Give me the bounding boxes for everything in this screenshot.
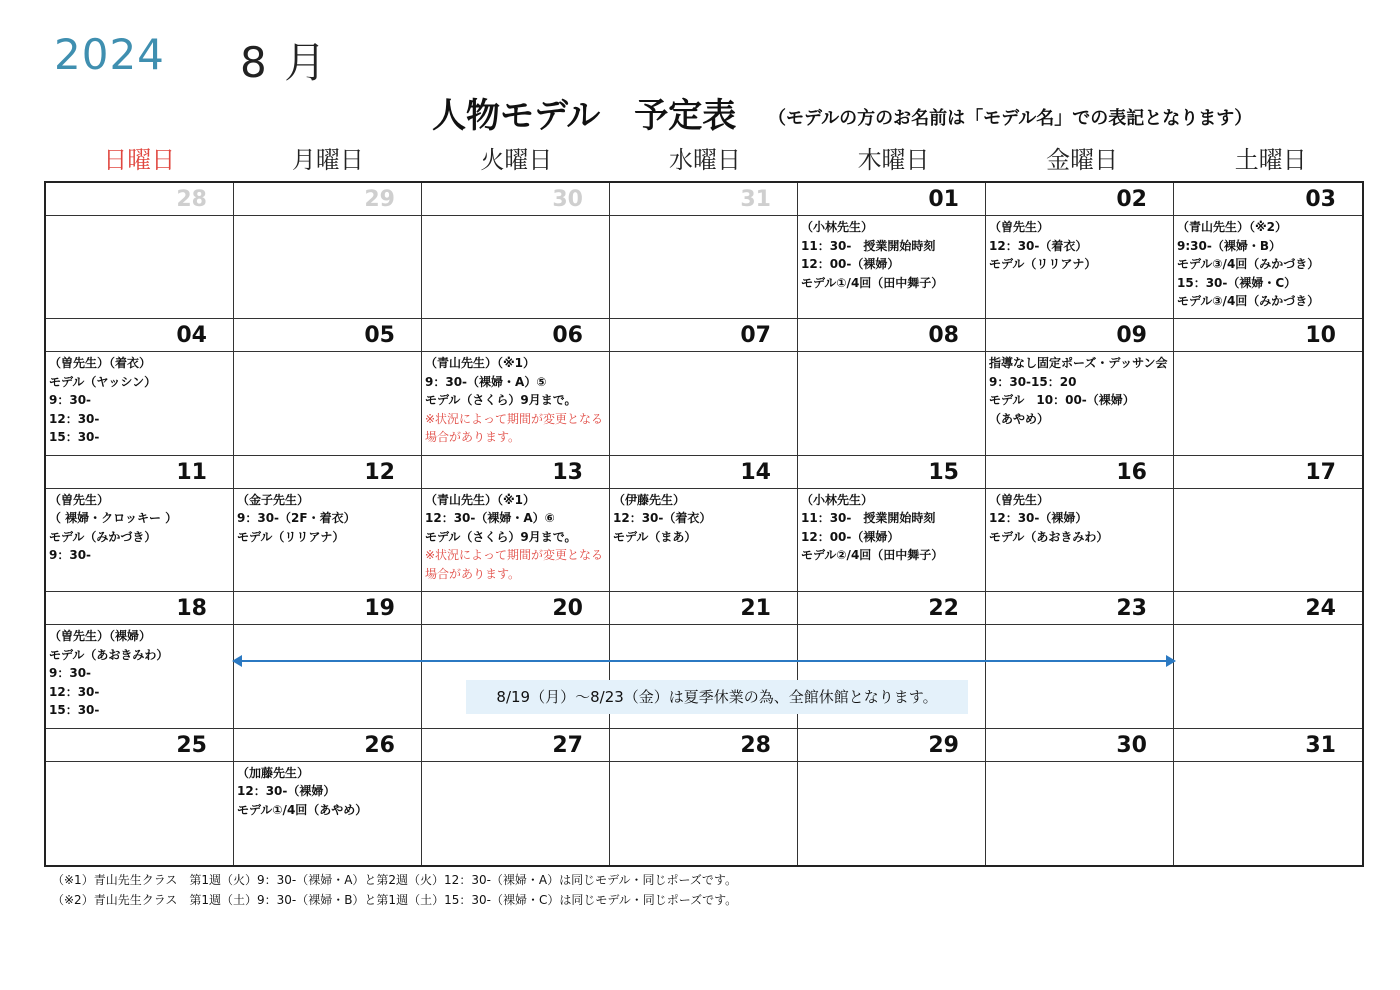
calendar-day-cell	[986, 183, 1174, 319]
day-notes	[986, 625, 1173, 627]
day-number: 20	[422, 592, 609, 625]
schedule-line: 15：30-	[49, 430, 100, 445]
schedule-warning-line: 場合があります。	[425, 566, 521, 581]
schedule-line: 12：00-（裸婦）	[801, 529, 900, 544]
schedule-line: 11：30- 授業開始時刻	[801, 511, 936, 526]
footnote-1: （※1）青山先生クラス 第1週（火）9：30-（裸婦・A）と第2週（火）12：30-（裸婦・A）は同じモデル・同じポーズです。	[52, 873, 737, 887]
weekday-sunday: 日曜日	[103, 146, 176, 174]
schedule-line: 12：30-（着衣）	[613, 511, 712, 526]
day-notes	[798, 489, 985, 565]
day-number: 07	[610, 319, 797, 352]
schedule-line: モデル（みかづき）	[49, 529, 157, 544]
day-notes	[610, 216, 797, 218]
schedule-line: （伊藤先生）	[613, 492, 686, 507]
day-notes	[46, 216, 233, 218]
day-notes	[798, 216, 985, 292]
calendar-day-cell	[798, 729, 986, 865]
day-number: 22	[798, 592, 985, 625]
calendar-day-cell	[1174, 729, 1362, 865]
day-number: 11	[46, 456, 233, 489]
schedule-line: モデル（リリアナ）	[237, 529, 345, 544]
day-number: 19	[234, 592, 421, 625]
schedule-line: モデル（さくら）9月まで。	[425, 529, 577, 544]
schedule-line: 12：30-	[49, 411, 100, 426]
schedule-line: モデル（あおきみわ）	[49, 647, 169, 662]
day-notes	[46, 625, 233, 720]
calendar-day-cell	[1174, 319, 1362, 455]
day-notes	[610, 489, 797, 547]
calendar-day-cell	[422, 729, 610, 865]
calendar-day-cell	[798, 456, 986, 592]
day-number: 17	[1174, 456, 1362, 489]
schedule-line: （曽先生）（着衣）	[49, 356, 152, 371]
day-number: 04	[46, 319, 233, 352]
schedule-line: 15：30-	[49, 703, 100, 718]
schedule-line: （青山先生）（※1）	[425, 356, 536, 371]
day-number: 15	[798, 456, 985, 489]
calendar-day-cell	[422, 319, 610, 455]
schedule-line: 12：30-（裸婦・A）⑥	[425, 511, 555, 526]
schedule-warning-line: ※状況によって期間が変更となる	[425, 548, 604, 563]
calendar-day-cell	[422, 456, 610, 592]
day-notes	[234, 762, 421, 820]
day-notes	[46, 352, 233, 447]
schedule-line: モデル②/4回（田中舞子）	[801, 548, 944, 563]
schedule-line: （あやめ）	[989, 411, 1050, 426]
closure-period-arrow	[234, 660, 1174, 662]
day-notes	[422, 489, 609, 584]
schedule-line: 11：30- 授業開始時刻	[801, 238, 936, 253]
arrow-left-icon	[232, 655, 242, 667]
day-number: 03	[1174, 183, 1362, 216]
day-notes	[234, 352, 421, 354]
day-notes	[1174, 489, 1362, 491]
day-number: 05	[234, 319, 421, 352]
day-number: 16	[986, 456, 1173, 489]
day-number: 06	[422, 319, 609, 352]
calendar-day-cell	[422, 183, 610, 319]
schedule-line: 9：30-（2F・着衣）	[237, 511, 356, 526]
day-number: 30	[986, 729, 1173, 762]
day-number: 18	[46, 592, 233, 625]
calendar-day-cell	[234, 319, 422, 455]
day-number: 31	[1174, 729, 1362, 762]
calendar-day-cell	[1174, 456, 1362, 592]
schedule-line: モデル①/4回（田中舞子）	[801, 275, 944, 290]
calendar-day-cell	[798, 319, 986, 455]
schedule-line: （曽先生）	[49, 492, 110, 507]
schedule-line: 9：30-	[49, 393, 92, 408]
schedule-line: モデル（リリアナ）	[989, 257, 1097, 271]
day-notes	[610, 625, 797, 627]
day-number: 14	[610, 456, 797, 489]
schedule-line: （曽先生）（裸婦）	[49, 629, 152, 644]
calendar-day-cell	[46, 183, 234, 319]
day-number: 30	[422, 183, 609, 216]
day-number: 29	[234, 183, 421, 216]
day-number: 02	[986, 183, 1173, 216]
schedule-line: モデル（さくら）9月まで。	[425, 393, 577, 408]
schedule-line: 9:30-（裸婦・B）	[1177, 238, 1281, 253]
day-notes	[1174, 216, 1362, 311]
day-number: 09	[986, 319, 1173, 352]
page-subtitle: （モデルの方のお名前は「モデル名」での表記となります）	[768, 108, 1253, 129]
day-number: 25	[46, 729, 233, 762]
day-number: 29	[798, 729, 985, 762]
weekday-tuesday: 火曜日	[480, 146, 553, 174]
calendar-day-cell	[234, 729, 422, 865]
schedule-line: モデル①/4回（あやめ）	[237, 802, 368, 817]
day-number: 08	[798, 319, 985, 352]
day-number: 23	[986, 592, 1173, 625]
closure-notice: 8/19（月）～8/23（金）は夏季休業の為、全館休館となります。	[466, 680, 968, 714]
day-notes	[798, 625, 985, 627]
day-notes	[1174, 625, 1362, 627]
schedule-line: 12：30-	[49, 684, 100, 699]
day-number: 31	[610, 183, 797, 216]
day-notes	[234, 489, 421, 547]
day-number: 13	[422, 456, 609, 489]
day-notes	[798, 352, 985, 354]
day-notes	[422, 625, 609, 627]
day-number: 26	[234, 729, 421, 762]
day-notes	[234, 625, 421, 627]
weekday-wednesday: 水曜日	[668, 146, 741, 174]
schedule-line: モデル③/4回（みかづき）	[1177, 294, 1320, 308]
calendar-day-cell	[610, 183, 798, 319]
schedule-line: （青山先生）（※1）	[425, 492, 536, 507]
day-number: 24	[1174, 592, 1362, 625]
day-notes	[986, 216, 1173, 274]
day-number: 10	[1174, 319, 1362, 352]
weekday-thursday: 木曜日	[857, 146, 930, 174]
schedule-line: 12：30-（裸婦）	[237, 784, 336, 799]
schedule-line: 9：30-（裸婦・A）⑤	[425, 374, 547, 389]
schedule-line: （曽先生）	[989, 492, 1050, 507]
schedule-line: （曽先生）	[989, 220, 1050, 234]
schedule-line: モデル（あおきみわ）	[989, 529, 1109, 544]
day-notes	[422, 352, 609, 447]
schedule-warning-line: ※状況によって期間が変更となる	[425, 411, 604, 426]
day-notes	[1174, 352, 1362, 354]
calendar-day-cell	[1174, 183, 1362, 319]
schedule-line: （加藤先生）	[237, 765, 310, 780]
calendar-day-cell	[986, 319, 1174, 455]
schedule-line: 12：30-（着衣）	[989, 238, 1088, 253]
page-title: 人物モデル 予定表	[432, 96, 737, 136]
schedule-line: 9：30-15：20	[989, 374, 1077, 389]
calendar-day-cell	[986, 729, 1174, 865]
day-notes	[986, 352, 1173, 428]
weekday-monday: 月曜日	[291, 146, 364, 174]
weekday-saturday: 土曜日	[1234, 146, 1307, 174]
calendar-day-cell	[610, 729, 798, 865]
day-number: 21	[610, 592, 797, 625]
weekday-friday: 金曜日	[1046, 146, 1119, 174]
day-notes	[610, 352, 797, 354]
calendar-day-cell	[234, 183, 422, 319]
schedule-line: 指導なし固定ポーズ・デッサン会	[989, 356, 1168, 371]
calendar-day-cell	[986, 456, 1174, 592]
day-notes	[422, 216, 609, 218]
schedule-line: 12：30-（裸婦）	[989, 511, 1088, 526]
calendar-day-cell	[46, 729, 234, 865]
day-notes	[986, 489, 1173, 547]
arrow-right-icon	[1166, 655, 1176, 667]
schedule-line: 12：00-（裸婦）	[801, 257, 900, 271]
day-number: 28	[610, 729, 797, 762]
month-label: 8 月	[240, 38, 329, 87]
footnote-2: （※2）青山先生クラス 第1週（土）9：30-（裸婦・B）と第1週（土）15：30-（裸婦・C）は同じモデル・同じポーズです。	[52, 893, 738, 907]
calendar-day-cell	[234, 456, 422, 592]
schedule-line: （青山先生）（※2）	[1177, 220, 1288, 234]
schedule-line: モデル（ヤッシン）	[49, 374, 157, 389]
calendar-day-cell	[46, 592, 234, 728]
footnotes	[52, 870, 737, 910]
schedule-warning-line: 場合があります。	[425, 430, 521, 445]
weekday-header-row	[45, 140, 1365, 176]
calendar-day-cell	[1174, 592, 1362, 728]
day-notes	[46, 489, 233, 565]
schedule-line: モデル 10：00-（裸婦）	[989, 393, 1135, 408]
year-label: 2024	[54, 30, 165, 79]
schedule-line: （小林先生）	[801, 492, 874, 507]
calendar-grid	[44, 181, 1364, 867]
day-number: 12	[234, 456, 421, 489]
schedule-line: モデル③/4回（みかづき）	[1177, 257, 1320, 271]
schedule-line: （小林先生）	[801, 220, 874, 234]
day-number: 28	[46, 183, 233, 216]
schedule-line: 9：30-	[49, 666, 92, 681]
day-notes	[234, 216, 421, 218]
calendar-day-cell	[798, 183, 986, 319]
schedule-line: （金子先生）	[237, 492, 310, 507]
schedule-line: 9：30-	[49, 548, 92, 563]
calendar-day-cell	[46, 456, 234, 592]
day-number: 01	[798, 183, 985, 216]
calendar-day-cell	[46, 319, 234, 455]
calendar-day-cell	[610, 319, 798, 455]
schedule-line: モデル（まあ）	[613, 529, 697, 544]
schedule-line: （ 裸婦・クロッキー ）	[49, 511, 178, 526]
schedule-line: 15：30-（裸婦・C）	[1177, 275, 1297, 290]
calendar-day-cell	[610, 456, 798, 592]
day-number: 27	[422, 729, 609, 762]
